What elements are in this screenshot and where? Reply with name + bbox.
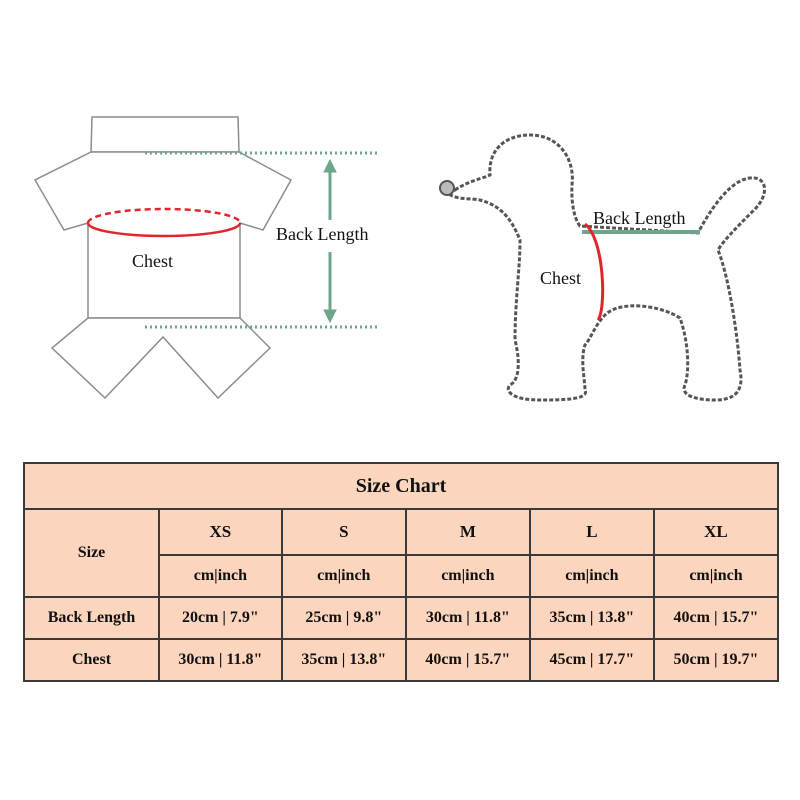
- size-l: L: [530, 509, 654, 555]
- chest-xs: 30cm | 11.8": [159, 639, 282, 681]
- table-row: [24, 639, 778, 681]
- back-length-m: 30cm | 11.8": [406, 597, 530, 639]
- size-xl: XL: [654, 509, 778, 555]
- table-row: [24, 597, 778, 639]
- dog-chest-label: Chest: [540, 268, 582, 288]
- chest-l: 45cm | 17.7": [530, 639, 654, 681]
- dog-back-length-label: Back Length: [593, 208, 686, 228]
- dog-chest-marker: [585, 224, 603, 320]
- size-header: Size: [24, 509, 159, 597]
- chest-m: 40cm | 15.7": [406, 639, 530, 681]
- unit-xs: cm|inch: [159, 555, 282, 597]
- size-s: S: [282, 509, 406, 555]
- garment-back-length-label: Back Length: [276, 224, 369, 244]
- back-length-xl: 40cm | 15.7": [654, 597, 778, 639]
- unit-l: cm|inch: [530, 555, 654, 597]
- size-chart-title: Size Chart: [24, 463, 778, 509]
- back-length-s: 25cm | 9.8": [282, 597, 406, 639]
- chest-row-label: Chest: [24, 639, 159, 681]
- title-row: [24, 463, 778, 509]
- back-length-l: 35cm | 13.8": [530, 597, 654, 639]
- unit-s: cm|inch: [282, 555, 406, 597]
- dog-outline: [448, 135, 765, 400]
- size-m: M: [406, 509, 530, 555]
- chest-s: 35cm | 13.8": [282, 639, 406, 681]
- size-xs: XS: [159, 509, 282, 555]
- size-name-row: [24, 509, 778, 555]
- back-length-xs: 20cm | 7.9": [159, 597, 282, 639]
- back-length-row-label: Back Length: [24, 597, 159, 639]
- garment-chest-label: Chest: [132, 251, 174, 271]
- chest-xl: 50cm | 19.7": [654, 639, 778, 681]
- size-chart-table: [23, 462, 779, 682]
- dog-nose-icon: [440, 181, 454, 195]
- unit-xl: cm|inch: [654, 555, 778, 597]
- unit-m: cm|inch: [406, 555, 530, 597]
